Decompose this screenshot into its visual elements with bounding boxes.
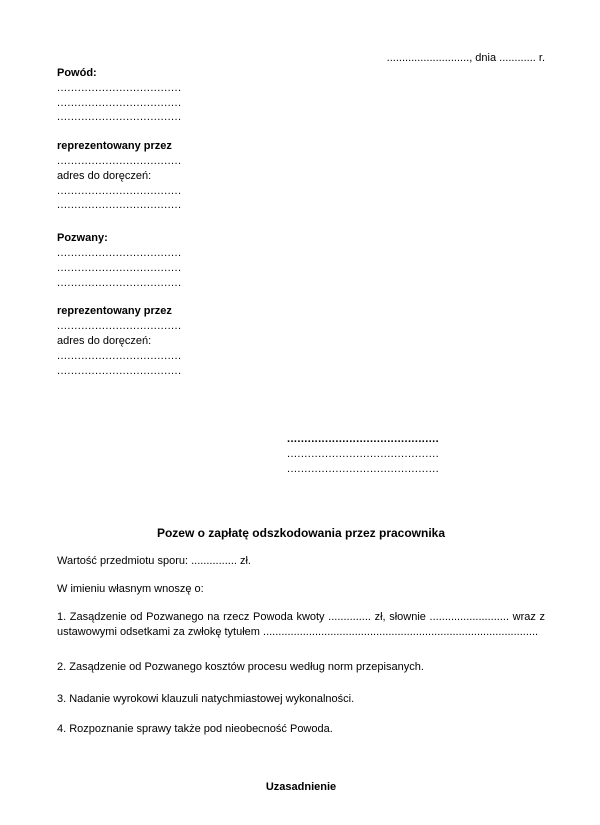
court-address-block bbox=[287, 432, 440, 477]
defendant-block bbox=[57, 231, 287, 378]
defendant-fill-in-line: .................................... bbox=[57, 246, 182, 259]
plaintiff-fill-in-line: .................................... bbox=[57, 111, 182, 124]
defendant-service-address-label: adres do doręczeń: bbox=[57, 334, 152, 347]
claim-item-2: 2. Zasądzenie od Pozwanego kosztów procesu według norm przepisanych. bbox=[57, 661, 424, 673]
defendant-address-fill-in-line: .................................... bbox=[57, 364, 182, 377]
plaintiff-representative-label: reprezentowany przez bbox=[57, 140, 172, 153]
defendant-representative-label: reprezentowany przez bbox=[57, 305, 172, 318]
claim-1-line-2: ustawowymi odsetkami za zwłokę tytułem .......................................................................................... bbox=[57, 625, 539, 638]
plaintiff-service-address-label: adres do doręczeń: bbox=[57, 169, 152, 182]
claim-1-line-1: 1. Zasądzenie od Pozwanego na rzecz Powoda kwoty .............. zł, słownie .......................... wraz z bbox=[57, 611, 545, 623]
claim-item-3: 3. Nadanie wyrokowi klauzuli natychmiastowej wykonalności. bbox=[57, 693, 355, 705]
court-fill-in-line: ............................................ bbox=[287, 448, 440, 460]
plaintiff-address-fill-in-line: .................................... bbox=[57, 199, 182, 212]
defendant-fill-in-line: .................................... bbox=[57, 261, 182, 274]
defendant-fill-in-line: .................................... bbox=[57, 276, 182, 289]
parties-block bbox=[57, 66, 287, 378]
plaintiff-address-fill-in-line: .................................... bbox=[57, 184, 182, 197]
claim-item-1 bbox=[57, 610, 545, 640]
plaintiff-fill-in-line: .................................... bbox=[57, 96, 182, 109]
defendant-representative-fill-in-line: .................................... bbox=[57, 320, 182, 333]
dispute-value-line: Wartość przedmiotu sporu: ............... zł. bbox=[57, 555, 251, 567]
date-place-line: ..........................., dnia ............ r. bbox=[386, 52, 545, 64]
defendant-address-fill-in-line: .................................... bbox=[57, 349, 182, 362]
plaintiff-representative-fill-in-line: .................................... bbox=[57, 154, 182, 167]
document-title: Pozew o zapłatę odszkodowania przez pracownika bbox=[156, 526, 446, 540]
defendant-label: Pozwany: bbox=[57, 232, 108, 245]
plaintiff-label: Powód: bbox=[57, 67, 97, 79]
claim-item-4: 4. Rozpoznanie sprawy także pod nieobecność Powoda. bbox=[57, 723, 333, 735]
court-fill-in-line-bold: ............................................ bbox=[287, 433, 440, 445]
court-fill-in-line: ............................................ bbox=[287, 463, 440, 475]
plaintiff-block bbox=[57, 66, 287, 213]
intro-line: W imieniu własnym wnoszę o: bbox=[57, 583, 204, 595]
justification-heading: Uzasadnienie bbox=[265, 781, 337, 793]
plaintiff-fill-in-line: .................................... bbox=[57, 81, 182, 94]
